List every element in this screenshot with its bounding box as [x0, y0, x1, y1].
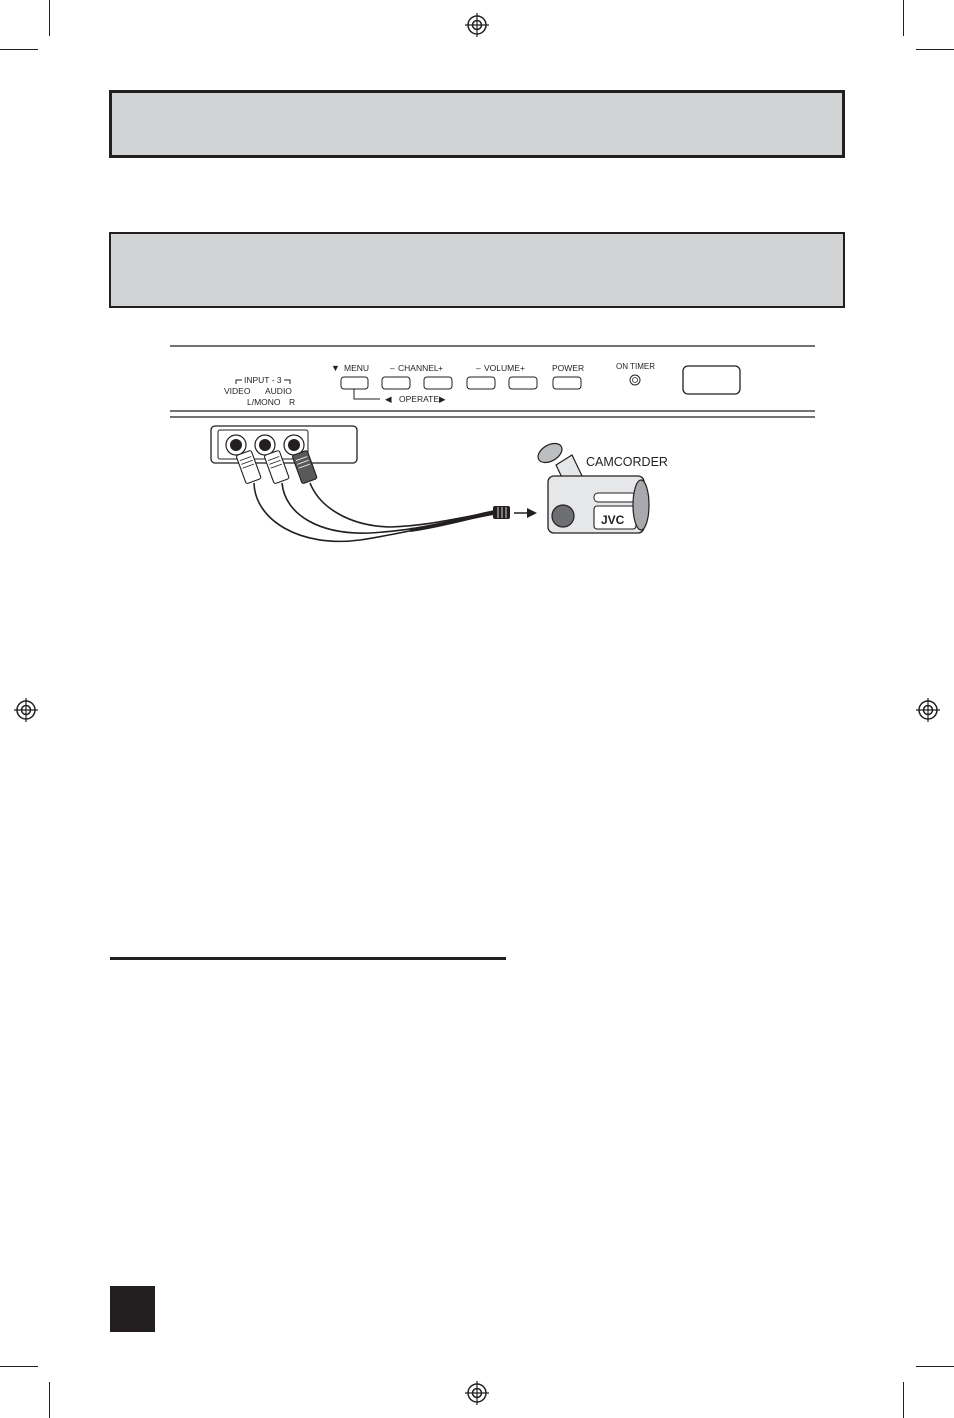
- audio-left-jack-icon[interactable]: [255, 435, 275, 455]
- volume-minus-label: –: [476, 363, 481, 373]
- channel-plus-label: +: [438, 363, 443, 373]
- crop-mark-top-right-v: [903, 0, 904, 36]
- crop-mark-bottom-right-v: [903, 1382, 904, 1418]
- volume-plus-label: +: [520, 363, 525, 373]
- operate-label: OPERATE: [399, 394, 439, 404]
- menu-arrow-icon: ▼: [331, 363, 340, 373]
- crop-mark-bottom-left-h: [0, 1366, 38, 1367]
- r-label: R: [289, 397, 296, 407]
- menu-label: MENU: [344, 363, 370, 373]
- menu-button[interactable]: [341, 377, 368, 389]
- on-timer-label: ON TIMER: [616, 362, 655, 371]
- channel-minus-label: –: [390, 363, 395, 373]
- registration-mark-bottom-icon: [465, 1381, 489, 1405]
- registration-mark-left-icon: [14, 698, 38, 722]
- channel-down-button[interactable]: [382, 377, 410, 389]
- operate-left-arrow-icon: ◀: [385, 394, 392, 404]
- registration-mark-top-icon: [465, 13, 489, 37]
- crop-mark-bottom-right-h: [916, 1366, 954, 1367]
- volume-label: VOLUME: [484, 363, 520, 373]
- subsection-rule: [110, 957, 506, 960]
- channel-label: CHANNEL: [398, 363, 439, 373]
- crop-mark-top-right-h: [916, 49, 954, 50]
- operate-right-arrow-icon: ▶: [439, 394, 446, 404]
- av-cable: [254, 483, 495, 541]
- camcorder-connection-diagram: [160, 335, 825, 555]
- audio-label: AUDIO: [265, 386, 292, 396]
- camcorder-icon: [535, 440, 649, 533]
- channel-up-button[interactable]: [424, 377, 452, 389]
- remote-sensor-window: [683, 366, 740, 394]
- volume-down-button[interactable]: [467, 377, 495, 389]
- lmono-label: L/MONO: [247, 397, 281, 407]
- power-button[interactable]: [553, 377, 581, 389]
- camcorder-label: CAMCORDER: [586, 455, 668, 469]
- registration-mark-right-icon: [916, 698, 940, 722]
- connection-arrow-icon: [514, 508, 537, 518]
- volume-up-button[interactable]: [509, 377, 537, 389]
- on-timer-indicator-icon: [630, 375, 640, 385]
- crop-mark-top-left-v: [49, 0, 50, 36]
- page-number-tab: [110, 1286, 155, 1332]
- crop-mark-bottom-left-v: [49, 1382, 50, 1418]
- page-title-bar: [109, 90, 845, 158]
- cable-plug-connector: [493, 506, 510, 519]
- section-heading-bar: [109, 232, 845, 308]
- camcorder-brand: JVC: [601, 513, 625, 527]
- video-jack-icon[interactable]: [226, 435, 246, 455]
- video-label: VIDEO: [224, 386, 251, 396]
- input-group-label: INPUT - 3: [244, 375, 282, 385]
- power-label: POWER: [552, 363, 585, 373]
- crop-mark-top-left-h: [0, 49, 38, 50]
